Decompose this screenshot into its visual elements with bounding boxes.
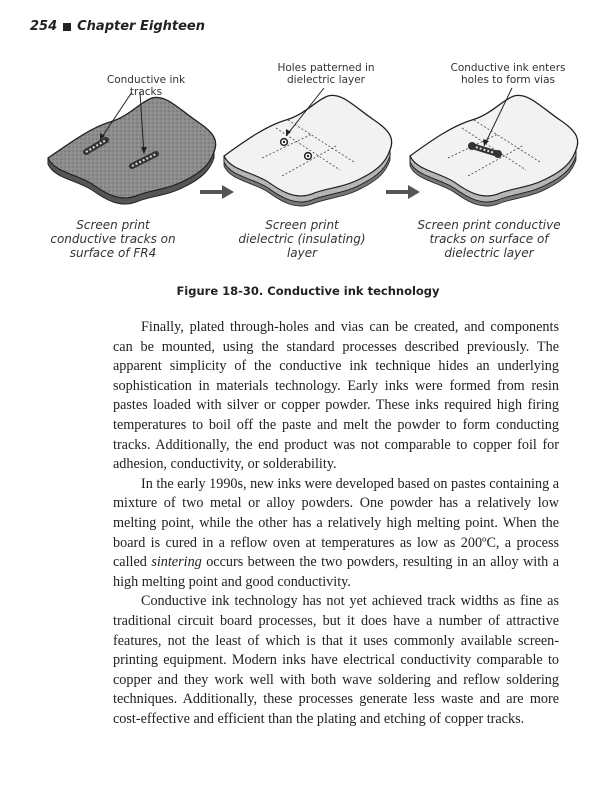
page-number: 254	[30, 19, 58, 34]
paragraph-2-part-2: occurs between the two powders, resulting in an alloy with a high melting point and good conductivity.	[113, 554, 559, 590]
term-sintering: sintering	[151, 554, 202, 571]
chapter-title: Chapter Eighteen	[77, 19, 205, 34]
callout-vias: Conductive ink enters holes to form vias	[450, 62, 566, 86]
running-header	[30, 19, 205, 34]
board-step-2	[224, 88, 392, 206]
board-step-3	[410, 88, 578, 206]
step-label-1: Screen print conductive tracks on surface of FR4	[50, 218, 176, 260]
paragraph-2-part-1: In the early 1990s, new inks were developed based on pastes containing a mixture of two metal or alloy powders. One powder has a relatively low melting point, while the other has a relatively high melting point. When the board is cured in a reflow oven at temperatures as low as 200ºC, a process called	[113, 475, 560, 571]
callout-conductive-ink-tracks: Conductive ink tracks	[106, 74, 186, 98]
figure-caption: Figure 18-30. Conductive ink technology	[176, 284, 440, 298]
square-bullet-icon	[63, 23, 71, 31]
paragraph-2	[113, 475, 559, 593]
body-text	[113, 318, 559, 729]
step-label-3: Screen print conductive tracks on surface of dielectric layer	[417, 218, 561, 260]
arrow-icon	[386, 185, 420, 199]
step-label-2: Screen print dielectric (insulating) layer	[238, 218, 366, 260]
arrow-icon	[200, 185, 234, 199]
figure-conductive-ink	[40, 50, 580, 280]
callout-holes-patterned: Holes patterned in dielectric layer	[277, 62, 375, 86]
board-step-1	[48, 92, 216, 204]
paragraph-3: Conductive ink technology has not yet achieved track widths as fine as traditional circuit board processes, but it does have a number of attractive features, not the least of which is that it uses commonly available screen-printing equipment. Modern inks have electrical conductivity comparable to copper and they work well with both wave soldering and reflow soldering techniques. Additionally, these processes generate less waste and are more cost-effective and efficient than the plating and etching of copper tracks.	[113, 593, 559, 727]
paragraph-1: Finally, plated through-holes and vias can be created, and components can be mounted, using the standard processes described previously. The apparent simplicity of the conductive ink technique hides an underlying sophistication in materials technology. Early inks were formed from resin pastes loaded with silver or copper powder. These inks required high firing temperatures to boil off the paste and melt the powder to form conducting tracks. Additionally, the end product was not comparable to copper foil for adhesion, conductivity, or solderability.	[113, 319, 559, 473]
